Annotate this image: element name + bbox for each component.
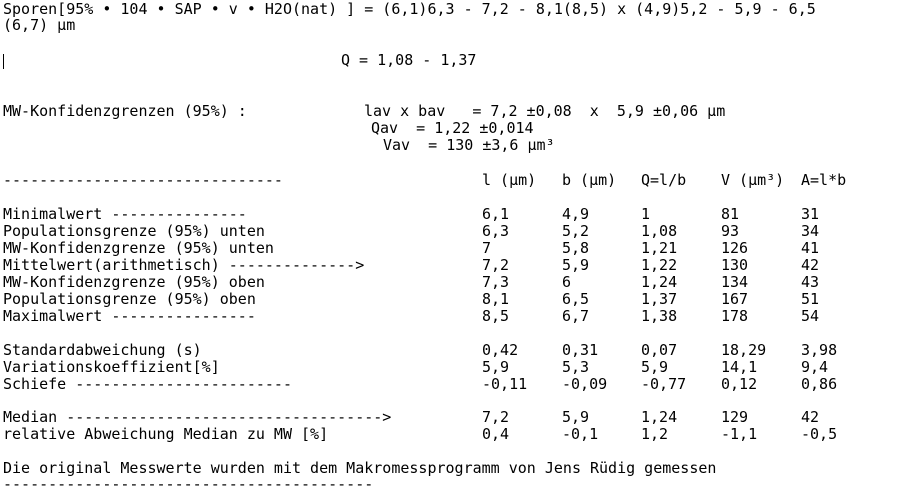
confidence-lav-bav: lav x bav = 7,2 ±0,08 x 5,9 ±0,06 µm <box>364 102 726 120</box>
column-header: b (µm) <box>562 171 617 189</box>
table-cell: 178 <box>721 307 749 325</box>
table-cell: 5,9 <box>482 358 510 376</box>
table-cell: 8,1 <box>482 290 510 308</box>
table-cell: 1,2 <box>641 425 669 443</box>
text-cursor <box>3 54 4 69</box>
table-cell: 6 <box>562 273 572 291</box>
row-label: Schiefe ------------------------ <box>3 375 292 393</box>
table-cell: 0,86 <box>801 375 838 393</box>
table-cell: 6,1 <box>482 205 510 223</box>
table-cell: 0,07 <box>641 341 678 359</box>
table-cell: 126 <box>721 239 749 257</box>
table-cell: 6,7 <box>562 307 590 325</box>
table-cell: 3,98 <box>801 341 838 359</box>
table-cell: 5,8 <box>562 239 590 257</box>
table-cell: -0,5 <box>801 425 838 443</box>
table-cell: 1,24 <box>641 408 678 426</box>
table-cell: 1,21 <box>641 239 678 257</box>
q-range: Q = 1,08 - 1,37 <box>341 51 477 69</box>
table-cell: 8,5 <box>482 307 510 325</box>
row-label: Mittelwert(arithmetisch) --------------> <box>3 256 365 274</box>
column-header: Q=l/b <box>641 171 687 189</box>
table-cell: 41 <box>801 239 820 257</box>
table-cell: 1 <box>641 205 651 223</box>
table-cell: 0,12 <box>721 375 758 393</box>
table-cell: -0,77 <box>641 375 687 393</box>
table-cell: 1,08 <box>641 222 678 240</box>
table-cell: 42 <box>801 256 820 274</box>
table-cell: 54 <box>801 307 820 325</box>
table-cell: 9,4 <box>801 358 829 376</box>
table-cell: 0,42 <box>482 341 519 359</box>
table-cell: 7,3 <box>482 273 510 291</box>
table-cell: 7 <box>482 239 492 257</box>
confidence-qav: Qav = 1,22 ±0,014 <box>371 119 534 137</box>
row-label: Standardabweichung (s) <box>3 341 202 359</box>
table-cell: 1,22 <box>641 256 678 274</box>
table-cell: 5,3 <box>562 358 590 376</box>
row-label: MW-Konfidenzgrenze (95%) unten <box>3 239 274 257</box>
column-header: A=l*b <box>801 171 847 189</box>
table-cell: 0,31 <box>562 341 599 359</box>
table-cell: -0,11 <box>482 375 528 393</box>
confidence-label: MW-Konfidenzgrenzen (95%) : <box>3 102 247 120</box>
table-separator: ------------------------------- <box>3 171 283 189</box>
table-cell: 5,9 <box>562 256 590 274</box>
table-cell: 0,4 <box>482 425 510 443</box>
row-label: MW-Konfidenzgrenze (95%) oben <box>3 273 265 291</box>
table-cell: 6,3 <box>482 222 510 240</box>
table-cell: 167 <box>721 290 749 308</box>
row-label: Populationsgrenze (95%) oben <box>3 290 256 308</box>
table-cell: 18,29 <box>721 341 767 359</box>
table-cell: 1,37 <box>641 290 678 308</box>
table-cell: 5,9 <box>641 358 669 376</box>
table-cell: 34 <box>801 222 820 240</box>
table-cell: 7,2 <box>482 408 510 426</box>
spores-line-2: (6,7) µm <box>3 16 76 34</box>
row-label: relative Abweichung Median zu MW [%] <box>3 425 329 443</box>
table-cell: 130 <box>721 256 749 274</box>
table-cell: 7,2 <box>482 256 510 274</box>
column-header: V (µm³) <box>721 171 785 189</box>
table-cell: 31 <box>801 205 820 223</box>
table-cell: 6,5 <box>562 290 590 308</box>
table-cell: 129 <box>721 408 749 426</box>
confidence-vav: Vav = 130 ±3,6 µm³ <box>383 136 555 154</box>
row-label: Median -----------------------------------> <box>3 408 392 426</box>
table-cell: -0,09 <box>562 375 608 393</box>
footer-note: Die original Messwerte wurden mit dem Makromessprogramm von Jens Rüdig gemessen <box>3 459 717 477</box>
row-label: Minimalwert --------------- <box>3 205 247 223</box>
table-cell: 1,24 <box>641 273 678 291</box>
table-cell: 42 <box>801 408 820 426</box>
row-label: Variationskoeffizient[%] <box>3 358 220 376</box>
row-label: Maximalwert ---------------- <box>3 307 256 325</box>
row-label: Populationsgrenze (95%) unten <box>3 222 265 240</box>
table-cell: 5,2 <box>562 222 590 240</box>
table-cell: -1,1 <box>721 425 758 443</box>
table-cell: 134 <box>721 273 749 291</box>
spores-line-1: Sporen[95% • 104 • SAP • v • H2O(nat) ] = (6,1)6,3 - 7,2 - 8,1(8,5) x (4,9)5,2 - 5,9 - 6,5 <box>3 0 816 18</box>
column-header: l (µm) <box>482 171 537 189</box>
table-cell: 51 <box>801 290 820 308</box>
footer-separator: ----------------------------------------- <box>3 475 374 493</box>
table-cell: 14,1 <box>721 358 758 376</box>
table-cell: 43 <box>801 273 820 291</box>
table-cell: -0,1 <box>562 425 599 443</box>
table-cell: 4,9 <box>562 205 590 223</box>
table-cell: 1,38 <box>641 307 678 325</box>
table-cell: 5,9 <box>562 408 590 426</box>
table-cell: 93 <box>721 222 740 240</box>
table-cell: 81 <box>721 205 740 223</box>
